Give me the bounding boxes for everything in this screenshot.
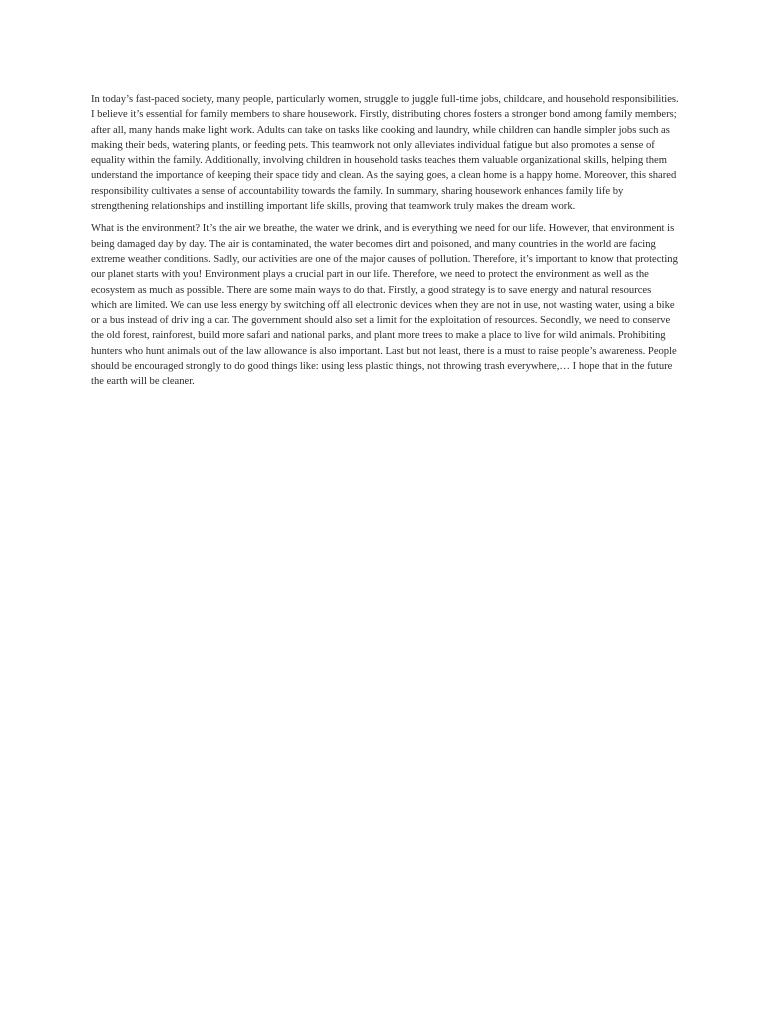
paragraph-environment: What is the environment? It’s the air we breathe, the water we drink, and is everything we need for our life. However, that environment is being damaged day by day. The air is contaminated, the water becomes dirt and poisoned, and many countries in the world are facing extreme weather conditions. Sadly, our activities are one of the major causes of pollution. Therefore, it’s important to know that protecting our planet starts with you! Environment plays a crucial part in our life. Therefore, we need to protect the environment as well as the ecosystem as much as possible. There are some main ways to do that. Firstly, a good strategy is to save energy and natural resources which are limited. We can use less energy by switching off all electronic devices when they are not in use, not wasting water, using a bike or a bus instead of driv ing a car. The government should also set a limit for the exploitation of resources. Secondly, we need to conserve the old forest, rainforest, build more safari and national parks, and plant more trees to make a place to live for wild animals. Prohibiting hunters who hunt animals out of the law allowance is also important. Last but not least, there is a must to raise people’s awareness. People should be encouraged strongly to do good things like: using less plastic things, not throwing trash everywhere,… I hope that in the future the earth will be cleaner.	[91, 223, 678, 388]
paragraph-housework: In today’s fast-paced society, many people, particularly women, struggle to juggle full-time jobs, childcare, and household responsibilities. I believe it’s essential for family members to share housework. Firstly, distributing chores fosters a stronger bond among family members; after all, many hands make light work. Adults can take on tasks like cooking and laundry, while children can handle simpler jobs such as making their beds, watering plants, or feeding pets. This teamwork not only alleviates individual fatigue but also promotes a sense of equality within the family. Additionally, involving children in household tasks teaches them valuable organizational skills, helping them understand the importance of keeping their space tidy and clean. As the saying goes, a clean home is a happy home. Moreover, this shared responsibility cultivates a sense of accountability towards the family. In summary, sharing housework enhances family life by strengthening relationships and instilling important life skills, proving that teamwork truly makes the dream work.	[91, 94, 679, 213]
document-body	[91, 92, 679, 397]
